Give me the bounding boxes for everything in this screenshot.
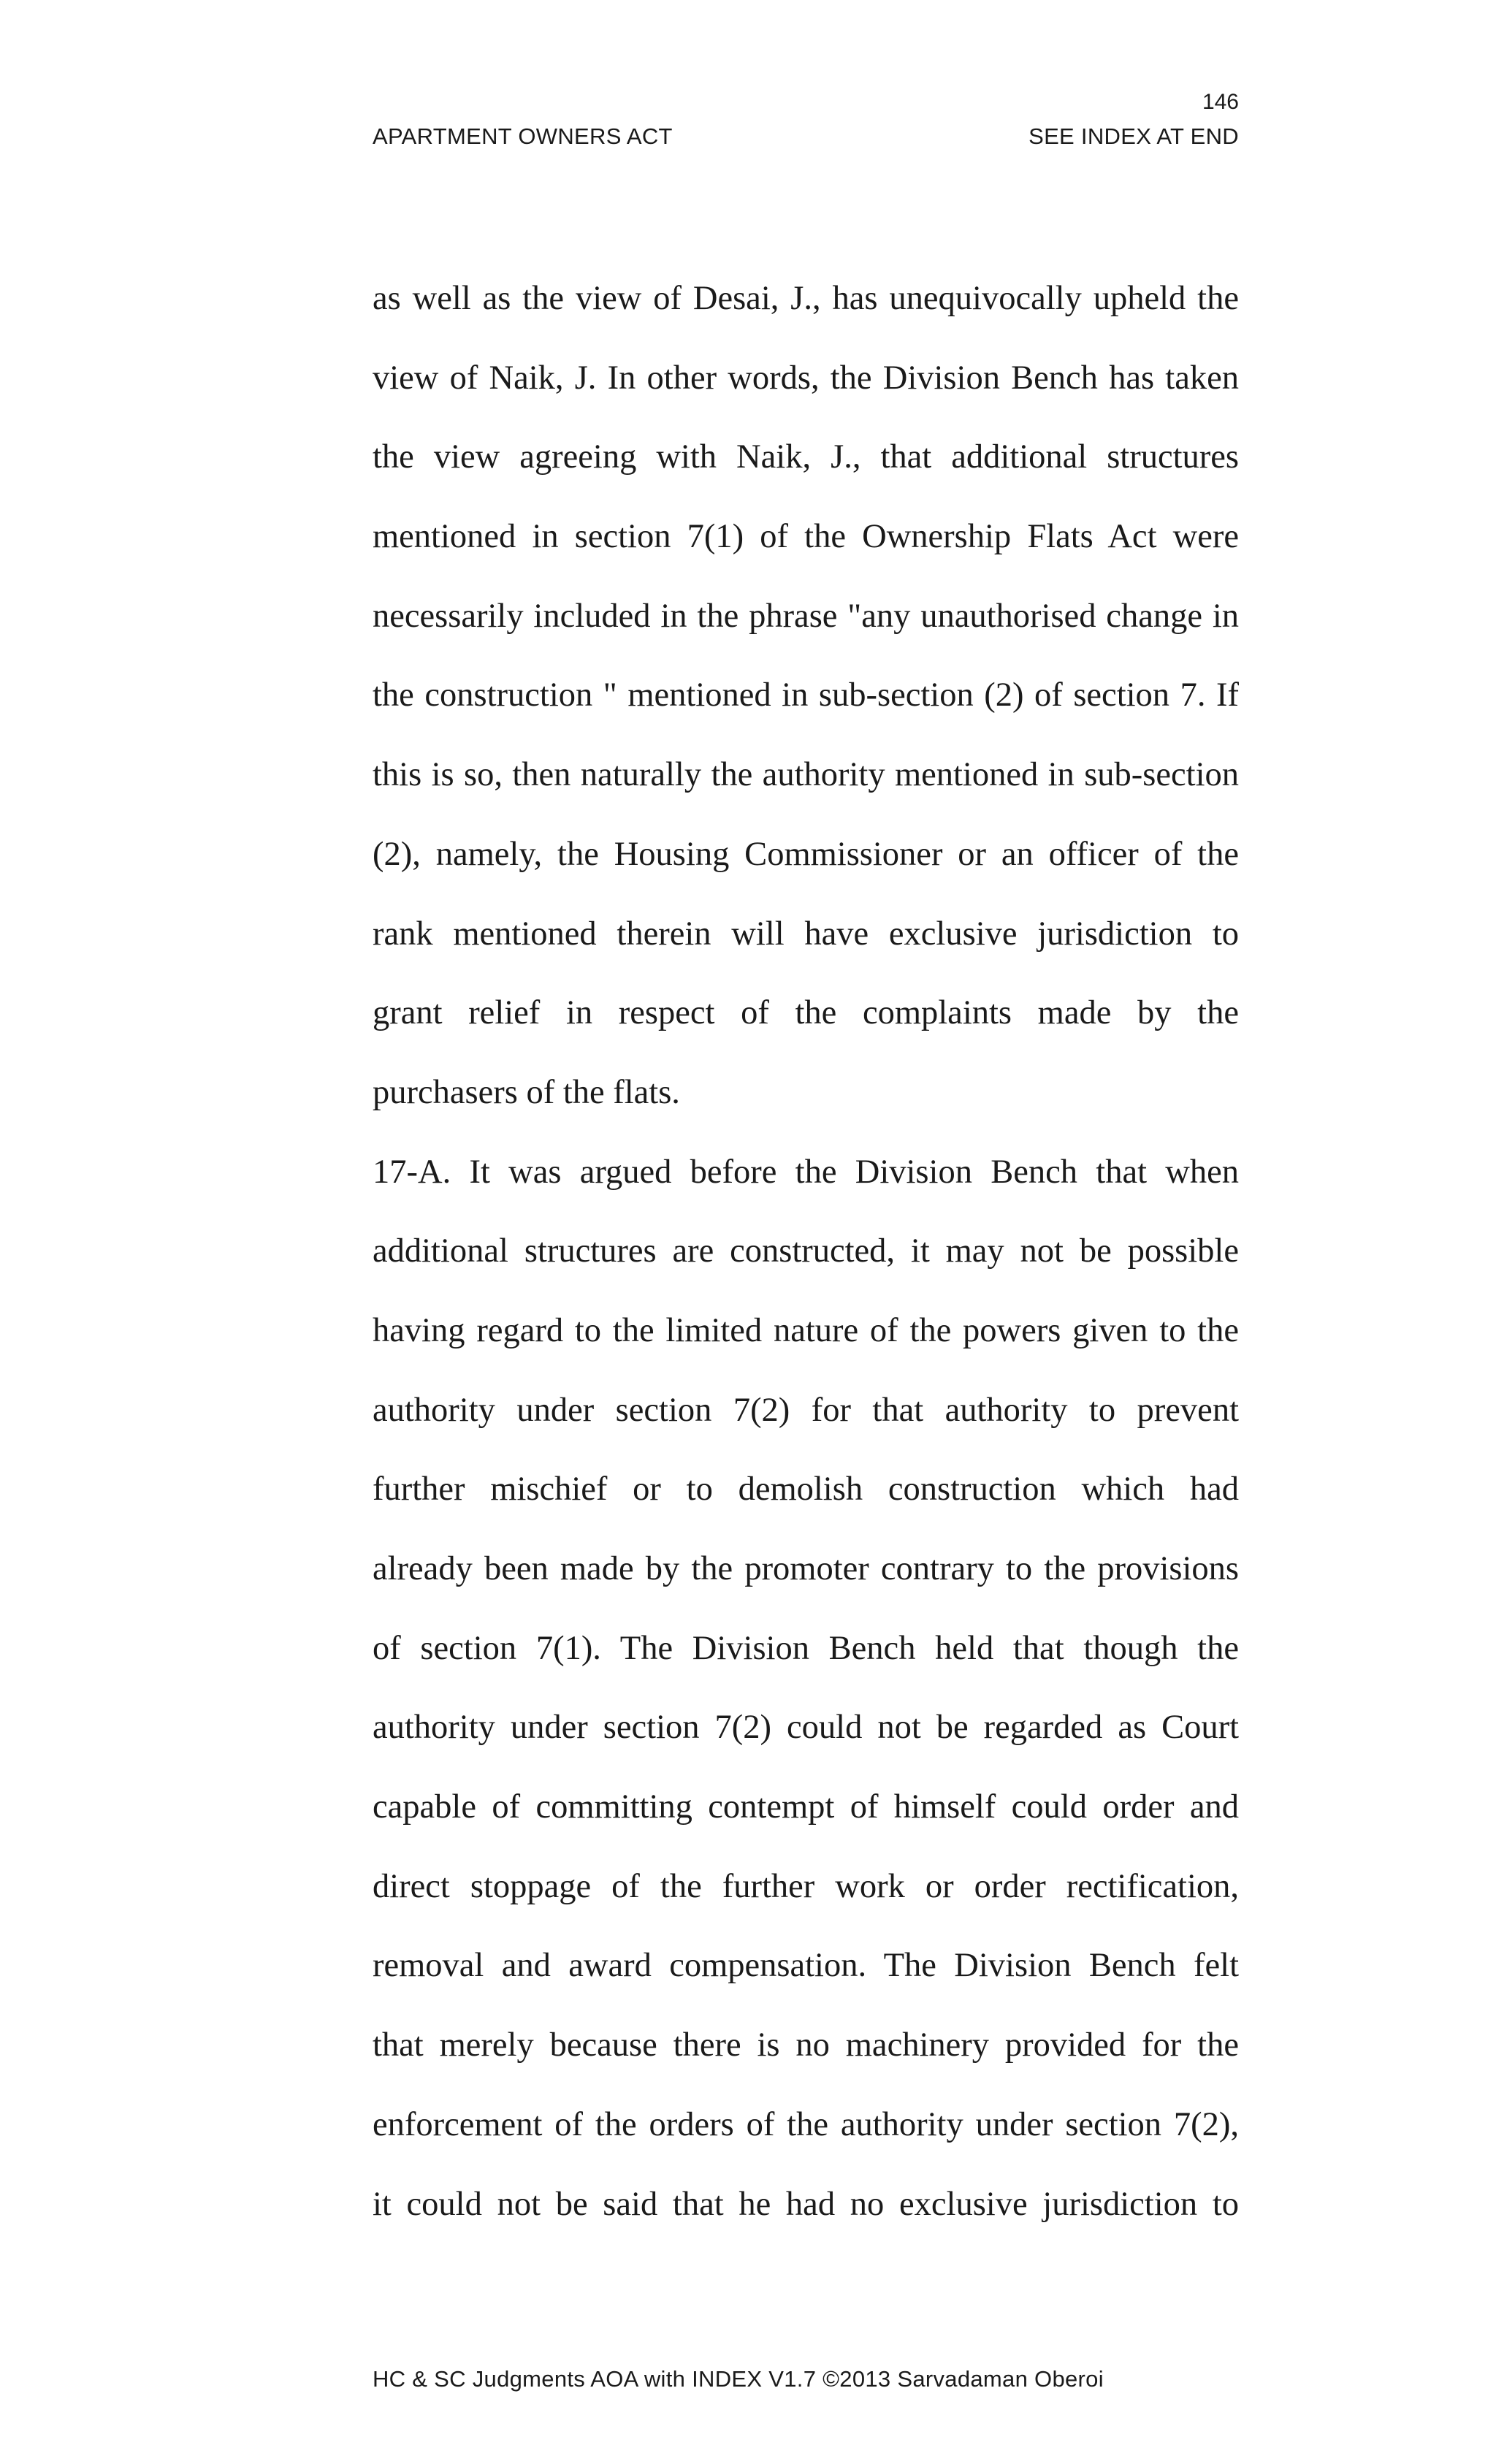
text-line: mentioned in section 7(1) of the Ownership Flats Act were xyxy=(373,518,1239,556)
text-line: view of Naik, J. In other words, the Division Bench has taken xyxy=(373,359,1239,397)
text-line: removal and award compensation. The Division Bench felt xyxy=(373,1947,1239,1985)
text-line: already been made by the promoter contrary to the provisions xyxy=(373,1550,1239,1587)
document-body xyxy=(373,259,1239,2244)
text-line: grant relief in respect of the complaints made by the xyxy=(373,994,1239,1032)
text-line: 17-A. It was argued before the Division Bench that when xyxy=(373,1153,1239,1191)
text-line: authority under section 7(2) could not be regarded as Court xyxy=(373,1709,1239,1747)
text-line: of section 7(1). The Division Bench held that though the xyxy=(373,1629,1239,1667)
text-line: capable of committing contempt of himself could order and xyxy=(373,1788,1239,1826)
text-line: the view agreeing with Naik, J., that additional structures xyxy=(373,438,1239,476)
text-line: direct stoppage of the further work or order rectification, xyxy=(373,1867,1239,1905)
text-line: having regard to the limited nature of the powers given to the xyxy=(373,1311,1239,1349)
paragraph-end-line: purchasers of the flats. xyxy=(373,1073,680,1111)
text-line: further mischief or to demolish construction which had xyxy=(373,1471,1239,1508)
text-line: enforcement of the orders of the authority under section 7(2), xyxy=(373,2105,1239,2143)
page-number: 146 xyxy=(1202,90,1239,114)
text-line: the construction " mentioned in sub-section (2) of section 7. If xyxy=(373,676,1239,714)
text-line: it could not be said that he had no exclusive jurisdiction to xyxy=(373,2185,1239,2223)
text-line: necessarily included in the phrase "any unauthorised change in xyxy=(373,597,1239,635)
page-footer: HC & SC Judgments AOA with INDEX V1.7 ©2013 Sarvadaman Oberoi xyxy=(373,2366,1104,2392)
text-line: authority under section 7(2) for that authority to prevent xyxy=(373,1391,1239,1429)
text-line: that merely because there is no machinery provided for the xyxy=(373,2026,1239,2064)
text-line: as well as the view of Desai, J., has unequivocally upheld the xyxy=(373,280,1239,317)
text-line: (2), namely, the Housing Commissioner or an officer of the xyxy=(373,835,1239,873)
text-line: rank mentioned therein will have exclusive jurisdiction to xyxy=(373,915,1239,953)
text-line: additional structures are constructed, it may not be possible xyxy=(373,1232,1239,1270)
running-header-index-note: SEE INDEX AT END xyxy=(1028,123,1239,149)
text-line: this is so, then naturally the authority mentioned in sub-section xyxy=(373,756,1239,794)
running-header-title: APARTMENT OWNERS ACT xyxy=(373,123,673,149)
